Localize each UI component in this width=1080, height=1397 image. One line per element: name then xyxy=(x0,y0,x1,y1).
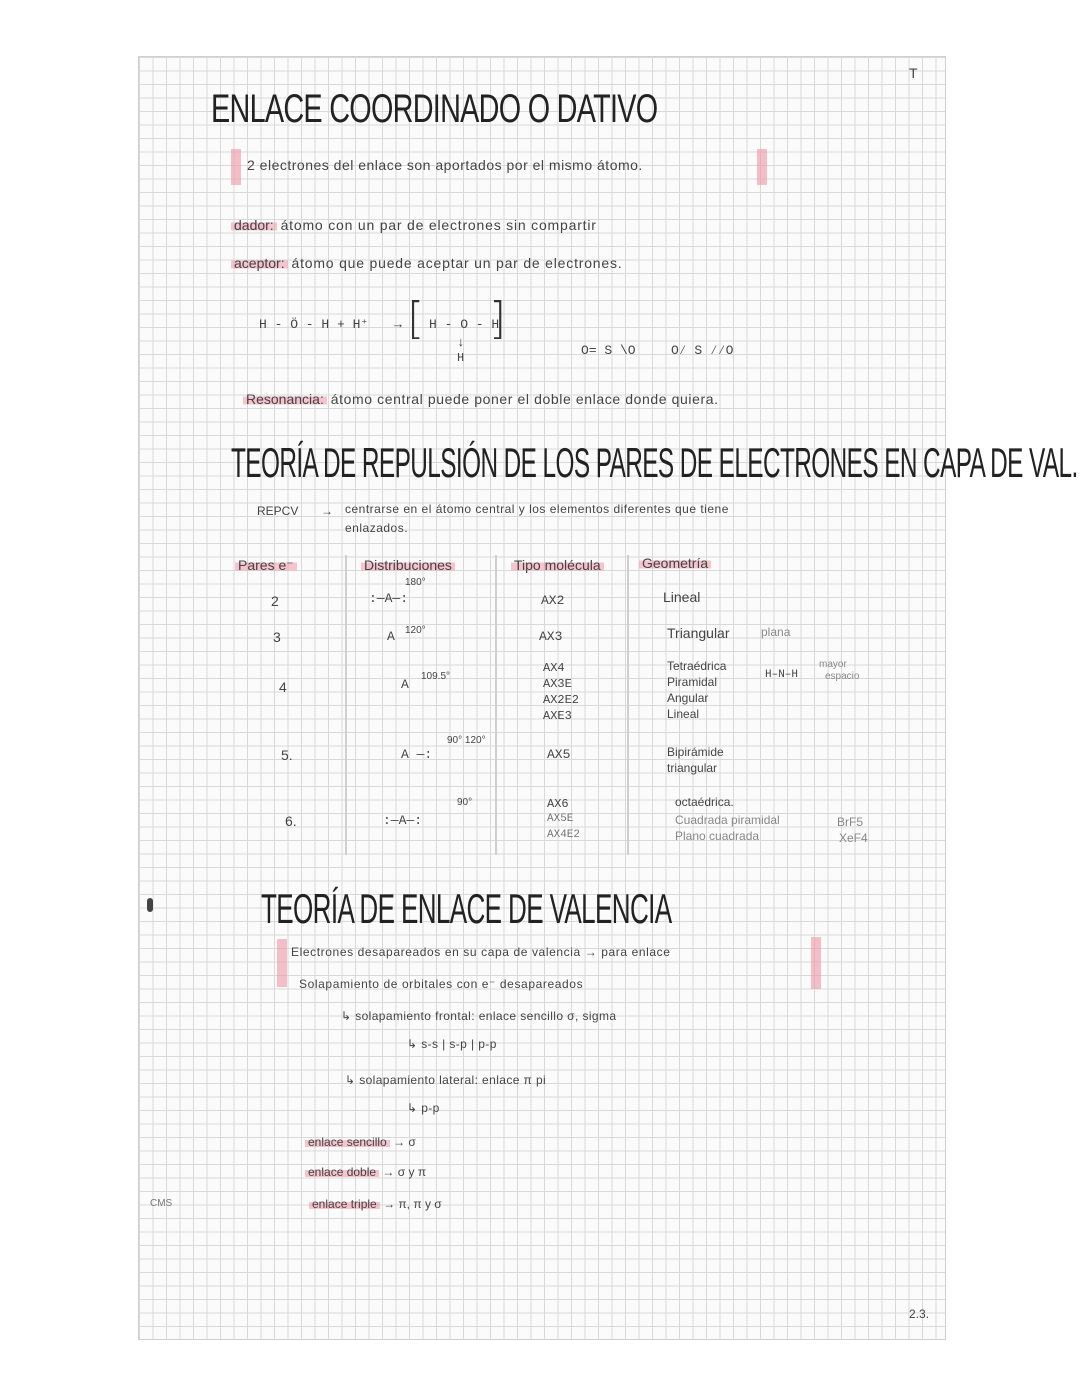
dist-angle-2: 180° xyxy=(405,577,426,588)
donor-line xyxy=(231,217,597,233)
dist-angle-6: 90° xyxy=(457,797,473,808)
geo-lineal-2: Lineal xyxy=(667,707,700,721)
definition-text: 2 electrones del enlace son aportados por el mismo átomo. xyxy=(247,157,643,173)
bracket-right: ] xyxy=(489,293,507,344)
type-axe3: AXE3 xyxy=(543,709,572,723)
geo-plano-cuadrada: Plano cuadrada xyxy=(675,829,760,843)
section-title-coordinado: ENLACE COORDINADO O DATIVO xyxy=(211,87,658,131)
binder-hole-mark xyxy=(147,898,153,912)
pink-marker xyxy=(231,149,241,185)
section-title-repcv: TEORÍA DE REPULSIÓN DE LOS PARES DE ELECTRONES EN CAPA DE VAL. xyxy=(231,439,1078,486)
solapamiento-lateral-types: ↳ p-p xyxy=(407,1101,440,1115)
donor-label: dador: xyxy=(231,217,277,233)
header-distribution: Distribuciones xyxy=(361,557,455,573)
repcv-label: REPCV xyxy=(257,504,299,518)
solapamiento-frontal-types: ↳ s-s | s-p | p-p xyxy=(407,1037,497,1051)
solapamiento-frontal: ↳ solapamiento frontal: enlace sencillo σ, sigma xyxy=(341,1009,617,1023)
resonance-label: Resonancia: xyxy=(243,391,327,407)
type-ax5e: AX5E xyxy=(547,813,574,825)
donor-text: átomo con un par de electrones sin compartir xyxy=(280,217,597,233)
geo-angular: Angular xyxy=(667,691,709,705)
table-divider xyxy=(495,555,497,855)
header-pairs: Pares e⁻ xyxy=(235,557,297,574)
geo-plana-note: plana xyxy=(761,625,791,639)
dist-sketch-3: A xyxy=(387,629,395,644)
reaction-arrow: → xyxy=(394,317,402,332)
reaction-down-arrow: ↓ xyxy=(457,335,465,350)
dist-angle-3: 120° xyxy=(405,625,426,636)
dist-sketch-2: :—A—: xyxy=(369,591,409,606)
geo-octaedrica: octaédrica. xyxy=(675,795,734,809)
type-ax4e2: AX4E2 xyxy=(547,829,581,841)
margin-initials: CMS xyxy=(150,1198,173,1209)
reaction-right: H - O - H xyxy=(429,317,500,332)
side-brf5: BrF5 xyxy=(837,815,864,829)
bond-doble: enlace doble → σ y π xyxy=(305,1165,426,1179)
dist-angle-5: 90° 120° xyxy=(447,735,486,746)
repcv-text-1: centrarse en el átomo central y los elementos diferentes que tiene xyxy=(345,502,729,516)
geo-triangular-2: triangular xyxy=(667,761,718,775)
type-ax6: AX6 xyxy=(547,797,569,811)
table-divider xyxy=(627,555,629,855)
type-ax4: AX4 xyxy=(543,661,565,675)
geo-piramidal: Piramidal xyxy=(667,675,718,689)
type-ax5: AX5 xyxy=(547,747,571,762)
geo-triangular: Triangular xyxy=(667,625,730,641)
pairs-5: 5. xyxy=(281,747,293,763)
solapamiento-lateral: ↳ solapamiento lateral: enlace π pi xyxy=(345,1073,547,1087)
repcv-text-2: enlazados. xyxy=(345,521,409,535)
dist-sketch-5: A —: xyxy=(401,747,433,762)
geo-mayor-note: mayor xyxy=(819,659,847,670)
valencia-line-2: Solapamiento de orbitales con e⁻ desapareados xyxy=(299,977,584,991)
bond-sencillo: enlace sencillo → σ xyxy=(305,1135,416,1149)
pairs-3: 3 xyxy=(273,629,281,645)
acceptor-label: aceptor: xyxy=(231,255,288,271)
geo-bipiramide: Bipirámide xyxy=(667,745,724,759)
notebook-page xyxy=(138,56,1078,1340)
pink-marker-end xyxy=(757,149,767,185)
page-number: 2.3. xyxy=(909,1307,930,1321)
type-ax3e: AX3E xyxy=(543,677,572,691)
reaction-left: H - Ö - H + H⁺ xyxy=(259,317,369,332)
acceptor-text: átomo que puede aceptar un par de electrones. xyxy=(291,255,623,271)
type-ax3: AX3 xyxy=(539,629,563,644)
reaction-h: H xyxy=(457,351,465,365)
so2-structure-b: O⁄ S ⁄⁄O xyxy=(671,343,734,358)
geo-espacio-note: espacio xyxy=(825,671,860,682)
resonance-text: átomo central puede poner el doble enlace donde quiera. xyxy=(330,391,719,407)
geo-tetraedrica: Tetraédrica xyxy=(667,659,727,673)
repcv-arrow: → xyxy=(321,504,333,518)
pairs-4: 4 xyxy=(279,679,287,695)
dist-sketch-6: :—A—: xyxy=(383,813,423,828)
resonance-line xyxy=(243,391,719,407)
header-geometry: Geometría xyxy=(639,555,711,571)
pairs-2: 2 xyxy=(271,593,279,609)
type-ax2: AX2 xyxy=(541,593,565,608)
bond-triple: enlace triple → π, π y σ xyxy=(309,1197,442,1211)
dist-sketch-4: A xyxy=(401,677,409,692)
bracket-left: [ xyxy=(407,293,425,344)
section-title-valencia: TEORÍA DE ENLACE DE VALENCIA xyxy=(261,885,672,932)
pairs-6: 6. xyxy=(285,813,297,829)
valencia-line-1: Electrones desapareados en su capa de valencia → para enlace xyxy=(291,945,671,959)
pink-marker xyxy=(277,939,287,987)
nh3-sketch: H–N–H xyxy=(765,669,799,681)
page-corner-mark: T xyxy=(909,65,918,81)
side-xef4: XeF4 xyxy=(839,831,868,845)
dist-angle-4: 109.5° xyxy=(421,671,451,682)
geo-cuadrada-piramidal: Cuadrada piramidal xyxy=(675,813,780,827)
type-ax2e2: AX2E2 xyxy=(543,693,580,707)
so2-structure-a: O= S \O xyxy=(581,343,636,358)
pink-marker-end xyxy=(811,937,821,989)
header-molecule-type: Tipo molécula xyxy=(511,557,604,573)
geo-lineal: Lineal xyxy=(663,589,701,605)
table-divider xyxy=(345,555,347,855)
acceptor-line xyxy=(231,255,622,271)
